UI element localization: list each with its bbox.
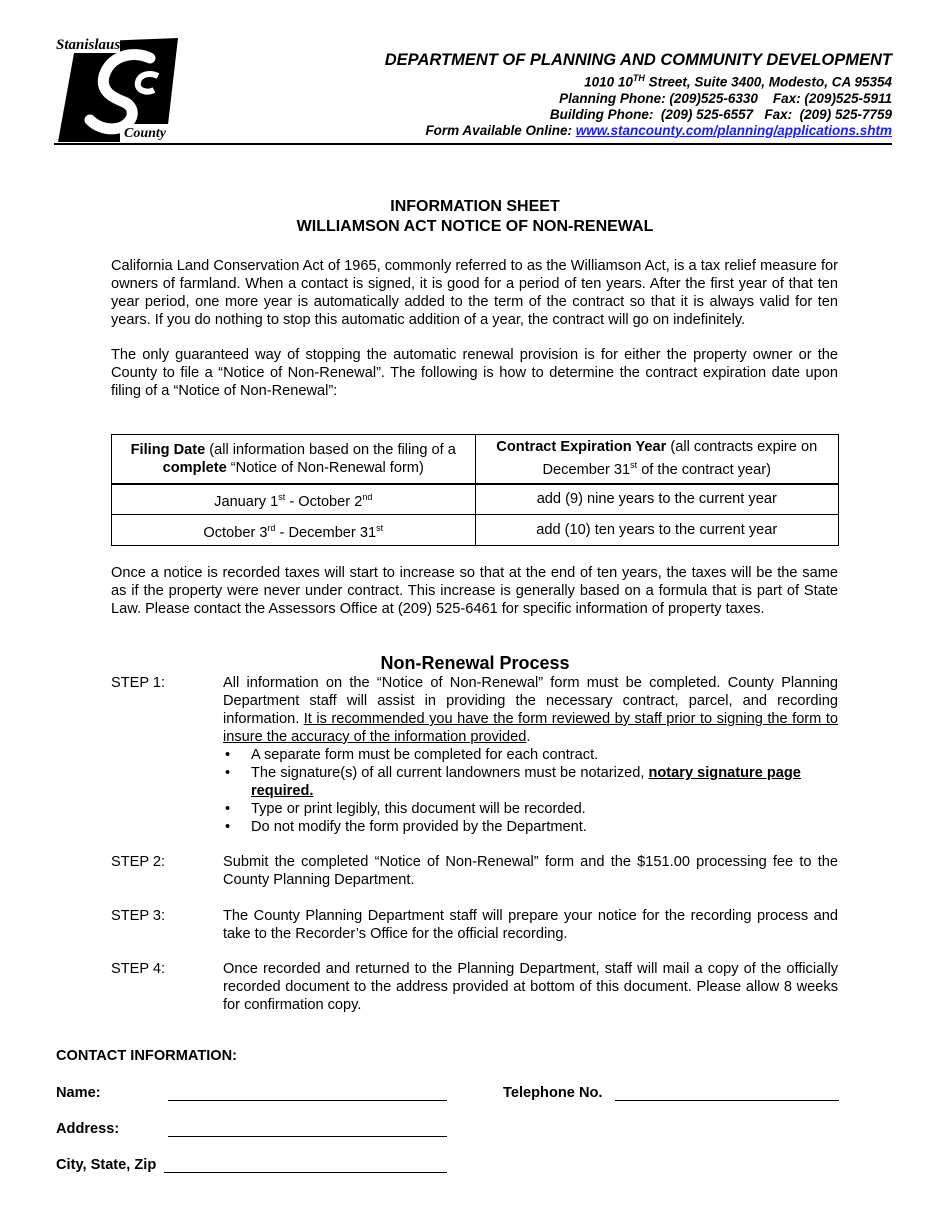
- step1-label: STEP 1:: [111, 675, 166, 691]
- logo-text-bottom: County: [124, 126, 167, 141]
- expiration-result-2: add (10) ten years to the current year: [475, 515, 839, 546]
- form-online-link[interactable]: www.stancounty.com/planning/applications.shtm: [575, 122, 892, 138]
- step3-body: The County Planning Department staff will prepare your notice for the recording process and take to the Recorder’s Office for the official recording.: [223, 908, 838, 942]
- doc-title-line2: WILLIAMSON ACT NOTICE OF NON-RENEWAL: [296, 218, 654, 235]
- intro-paragraph-1: California Land Conservation Act of 1965, commonly referred to as the Williamson Act, is a tax relief measure for owners of farmland. When a contact is signed, it is good for a period of ten years. After the first year of that ten year period, one more year is automatically added to the term of the contract so that it is always valid for ten years. If you do nothing to stop this automatic addition of a year, the contract will go on indefinitely.: [111, 258, 838, 328]
- stanislaus-county-logo: [54, 36, 178, 142]
- step4-label: STEP 4:: [111, 961, 166, 977]
- telephone-label: Telephone No.: [503, 1085, 603, 1101]
- step1-bullets: [223, 746, 838, 836]
- planning-phone: Planning Phone: (209)525-6330 Fax: (209)525-5911: [559, 90, 892, 106]
- header-expiration-year: Contract Expiration Year (all contracts expire on December 31st of the contract year): [475, 435, 839, 484]
- step2-body: Submit the completed “Notice of Non-Renewal” form and the $151.00 processing fee to the County Planning Department.: [223, 854, 838, 888]
- telephone-line: [615, 1100, 839, 1101]
- header-divider: [54, 143, 892, 145]
- address-label: Address:: [56, 1121, 120, 1137]
- step4-body: Once recorded and returned to the Planning Department, staff will mail a copy of the officially recorded document to the address provided at bottom of this document. Please allow 8 weeks for confirmation copy.: [223, 961, 838, 1013]
- filing-range-1: January 1st - October 2nd: [112, 484, 476, 515]
- address-line: [168, 1136, 447, 1137]
- name-line: [168, 1100, 447, 1101]
- list-item: • Type or print legibly, this document will be recorded.: [223, 800, 838, 818]
- step3-label: STEP 3:: [111, 908, 166, 924]
- table-header-row: [112, 435, 839, 484]
- step2-label: STEP 2:: [111, 854, 166, 870]
- expiration-result-1: add (9) nine years to the current year: [475, 484, 839, 515]
- department-header: [385, 50, 892, 139]
- logo-text-top: Stanislaus: [56, 37, 121, 53]
- telephone-field[interactable]: [615, 1081, 839, 1099]
- city-state-zip-line: [164, 1172, 447, 1173]
- table-row: [112, 515, 839, 546]
- address-field[interactable]: [168, 1117, 447, 1135]
- city-state-zip-field[interactable]: [164, 1153, 447, 1171]
- list-item: • Do not modify the form provided by the Department.: [223, 818, 838, 836]
- intro-paragraph-2: The only guaranteed way of stopping the automatic renewal provision is for either the property owner or the County to file a “Notice of Non-Renewal”. The following is how to determine the contract expiration date upon filing of a “Notice of Non-Renewal”:: [111, 347, 838, 399]
- header-filing-date: Filing Date (all information based on the filing of a complete “Notice of Non-Renewal form): [112, 435, 476, 484]
- step1-body: All information on the “Notice of Non-Renewal” form must be completed. County Planning Department staff will assist in providing the necessary contract, parcel, and recording information. It is recommended you have the form reviewed by staff prior to signing the form to insure the accuracy of the information provided. • A separate form must be completed for each contract. • The signature(s) of all current landowners must be notarized, notary signature page required. • Type or print legibly, this document will be recorded. • Do not modify the form provided by the Department.: [223, 674, 838, 836]
- name-label: Name:: [56, 1085, 101, 1101]
- department-address: 1010 10TH Street, Suite 3400, Modesto, CA 95354: [584, 73, 892, 90]
- process-heading: Non-Renewal Process: [380, 653, 570, 673]
- filing-range-2: October 3rd - December 31st: [112, 515, 476, 546]
- list-item: • A separate form must be completed for each contract.: [223, 746, 838, 764]
- department-name: DEPARTMENT OF PLANNING AND COMMUNITY DEVELOPMENT: [384, 51, 892, 69]
- expiration-table: [111, 434, 839, 546]
- name-field[interactable]: [168, 1081, 447, 1099]
- city-state-zip-label: City, State, Zip: [56, 1157, 157, 1173]
- doc-title-line1: INFORMATION SHEET: [390, 198, 560, 215]
- list-item: • The signature(s) of all current landowners must be notarized, notary signature page required.: [223, 764, 838, 800]
- building-phone: Building Phone: (209) 525-6557 Fax: (209) 525-7759: [549, 106, 892, 122]
- table-row: [112, 484, 839, 515]
- contact-heading: CONTACT INFORMATION:: [56, 1048, 238, 1064]
- form-online: Form Available Online: www.stancounty.com/planning/applications.shtm: [425, 122, 892, 138]
- taxes-paragraph: Once a notice is recorded taxes will start to increase so that at the end of ten years, the taxes will be the same as if the property were never under contract. This increase is generally based on a formula that is part of State Law. Please contact the Assessors Office at (209) 525-6461 for specific information of property taxes.: [111, 565, 838, 617]
